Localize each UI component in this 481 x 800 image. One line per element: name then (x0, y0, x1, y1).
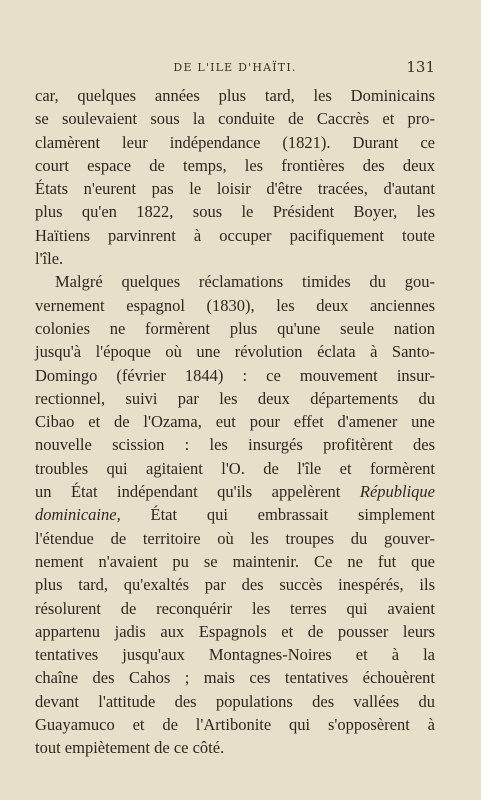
text-line: Malgré quelques réclamations timides du gou- (55, 272, 435, 292)
text-line-with-italic (35, 503, 435, 526)
text-line: nouvelle scission : les insurgés profitèrent des (35, 435, 435, 455)
text-line: vernement espagnol (1830), les deux anciennes (35, 295, 435, 315)
text-line: appartenu jadis aux Espagnols et de pousser leurs (35, 621, 435, 641)
text-line: chaîne des Cahos ; mais ces tentatives échouèrent (35, 668, 435, 688)
text-line: tentatives jusqu'aux Montagnes-Noires et à la (35, 645, 435, 665)
body-text (35, 84, 435, 760)
text-line: États n'eurent pas le loisir d'être tracées, d'autant (35, 179, 435, 199)
text-line: rectionnel, suivi par les deux départements du (35, 388, 435, 408)
paragraph-2 (35, 270, 435, 759)
text-line: Cibao et de l'Ozama, eut pour effet d'amener une (35, 412, 435, 432)
text-segment: un État indépendant qu'ils appelèrent (35, 482, 341, 502)
text-line: colonies ne formèrent plus qu'une seule nation (35, 318, 435, 338)
italic-term: République (359, 482, 436, 502)
text-line: court espace de temps, les frontières des deux (35, 155, 435, 175)
italic-term: dominicaine, (35, 505, 121, 525)
text-line: se soulevaient sous la conduite de Caccrès et pro- (35, 109, 435, 129)
text-line: clamèrent leur indépendance (1821). Durant ce (35, 132, 435, 152)
text-line: troubles qui agitaient l'O. de l'île et formèrent (35, 458, 435, 478)
text-line: nement n'avaient pu se maintenir. Ce ne fut que (35, 551, 435, 571)
running-header (35, 58, 435, 80)
text-line: Haïtiens parvinrent à occuper pacifiquement toute (35, 225, 435, 245)
text-segment: État qui embrassait simplement (150, 505, 435, 525)
text-line: tout empiètement de ce côté. (35, 738, 225, 758)
text-line: car, quelques années plus tard, les Dominicains (35, 86, 435, 105)
text-line: plus tard, qu'exaltés par des succès inespérés, ils (35, 575, 435, 595)
text-line: Guayamuco et de l'Artibonite qui s'opposèrent à (35, 715, 435, 735)
text-line: jusqu'à l'époque où une révolution éclata à Santo- (35, 342, 435, 362)
text-line-with-italic (35, 480, 435, 503)
running-title: DE L'ILE D'HAÏTI. (173, 61, 297, 74)
text-line: devant l'attitude des populations des vallées du (35, 691, 435, 711)
text-line: résolurent de reconquérir les terres qui avaient (35, 598, 435, 618)
text-line: Domingo (février 1844) : ce mouvement insur- (35, 365, 435, 385)
text-line: plus qu'en 1822, sous le Président Boyer, les (35, 202, 435, 222)
page-number: 131 (406, 58, 435, 76)
paragraph-1 (35, 84, 435, 270)
text-line: l'étendue de territoire où les troupes du gouver- (35, 528, 435, 548)
text-line: l'île. (35, 249, 64, 269)
